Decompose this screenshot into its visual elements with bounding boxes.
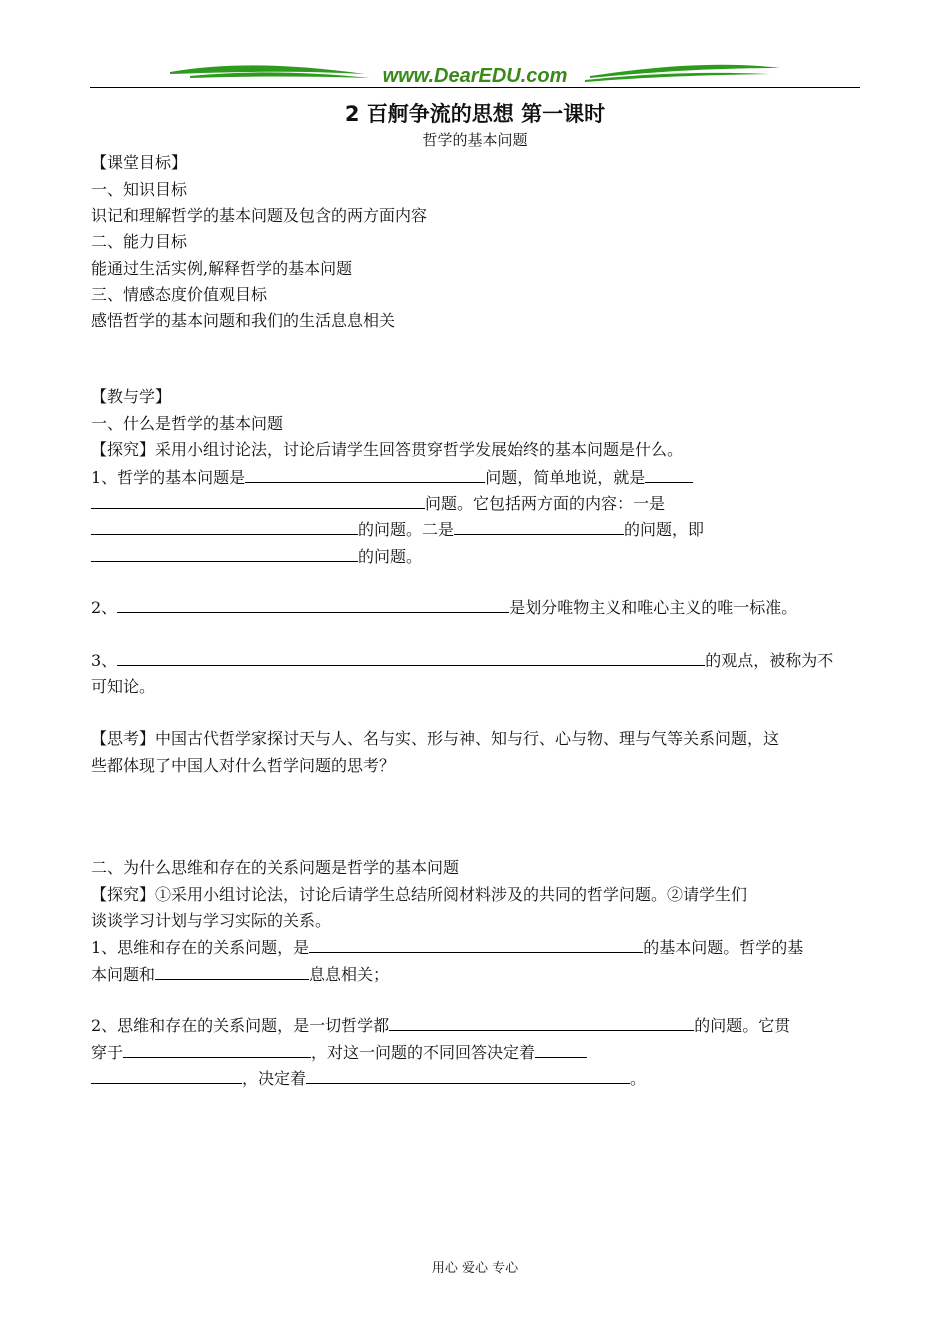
explore2-line2: 谈谈学习计划与学习实际的关系。	[91, 911, 332, 930]
p2q2-blank-3[interactable]	[535, 1041, 587, 1058]
q1-text-c: 问题。它包括两方面的内容：一是	[425, 494, 666, 513]
q1-blank-1[interactable]	[245, 466, 485, 483]
p2q1-blank-1[interactable]	[309, 936, 643, 953]
p2q2-blank-1[interactable]	[389, 1014, 694, 1031]
p2q2-blank-2[interactable]	[123, 1041, 311, 1058]
explore1: 【探究】采用小组讨论法，讨论后请学生回答贯穿哲学发展始终的基本问题是什么。	[91, 440, 684, 459]
emotion-heading: 三、情感态度价值观目标	[91, 285, 268, 304]
teach-heading: 【教与学】	[91, 387, 172, 406]
question1-line1	[91, 466, 693, 489]
q2-blank[interactable]	[117, 596, 509, 613]
q3-blank[interactable]	[117, 649, 705, 666]
p2q1-text-c: 本问题和	[91, 965, 156, 984]
think-line1: 【思考】中国古代哲学家探讨天与人、名与实、形与神、知与行、心与物、理与气等关系问题，这	[91, 729, 780, 748]
q1-blank-3[interactable]	[91, 492, 425, 509]
page-subtitle: 哲学的基本问题	[422, 131, 528, 149]
p2q2-text-f: 。	[630, 1069, 647, 1088]
question1-line4	[91, 545, 422, 568]
p2q2-blank-5[interactable]	[306, 1067, 630, 1084]
page-title: 2 百舸争流的思想 第一课时	[344, 102, 606, 126]
q1-text-f: 的问题。	[358, 547, 423, 566]
question1-line2	[91, 492, 665, 515]
part2-heading: 二、为什么思维和存在的关系问题是哲学的基本问题	[91, 858, 460, 877]
logo-swoosh-left-lower	[190, 72, 370, 78]
question3-line1	[91, 649, 833, 672]
q1-blank-2[interactable]	[645, 466, 693, 483]
p2q2-text-e: ，决定着	[242, 1069, 307, 1088]
emotion-text: 感悟哲学的基本问题和我们的生活息息相关	[91, 311, 396, 330]
ability-text: 能通过生活实例,解释哲学的基本问题	[91, 259, 353, 278]
p2-question2-line1	[91, 1014, 790, 1037]
p2q2-blank-4[interactable]	[91, 1067, 242, 1084]
explore2-line1: 【探究】①采用小组讨论法，讨论后请学生总结所阅材料涉及的共同的哲学问题。②请学生们	[91, 885, 748, 904]
q1-blank-4[interactable]	[91, 518, 358, 535]
think-line2: 些都体现了中国人对什么哲学问题的思考？	[91, 756, 396, 775]
p2q1-text-b: 的基本问题。哲学的基	[643, 938, 804, 957]
ability-heading: 二、能力目标	[91, 232, 188, 251]
q3-text-b: 的观点，被称为不	[705, 651, 834, 670]
p2-question2-line3	[91, 1067, 646, 1090]
q2-text-a: 2、	[91, 598, 118, 617]
dearedu-logo	[170, 60, 780, 88]
header-rule	[90, 87, 860, 88]
p2q2-text-d: ，对这一问题的不同回答决定着	[311, 1043, 536, 1062]
goals-heading: 【课堂目标】	[91, 153, 188, 172]
q1-blank-5[interactable]	[454, 518, 624, 535]
p2-question2-line2	[91, 1041, 587, 1064]
page-footer: 用心 爱心 专心	[431, 1261, 519, 1276]
q2-text-b: 是划分唯物主义和唯心主义的唯一标准。	[509, 598, 798, 617]
p2q1-text-a: 1、思维和存在的关系问题，是	[91, 938, 310, 957]
p2q1-blank-2[interactable]	[155, 963, 309, 980]
question3-line2: 可知论。	[91, 677, 156, 696]
q1-text-d: 的问题。二是	[358, 520, 455, 539]
knowledge-heading: 一、知识目标	[91, 180, 188, 199]
q3-text-a: 3、	[91, 651, 118, 670]
q1-text-a: 1、哲学的基本问题是	[91, 468, 246, 487]
question2	[91, 596, 797, 619]
q1-text-b: 问题，简单地说，就是	[485, 468, 646, 487]
p2q2-text-c: 穿于	[91, 1043, 124, 1062]
q1-text-e: 的问题，即	[624, 520, 705, 539]
q1-blank-6[interactable]	[91, 545, 358, 562]
p2q2-text-b: 的问题。它贯	[694, 1016, 791, 1035]
knowledge-text: 识记和理解哲学的基本问题及包含的两方面内容	[91, 206, 428, 225]
p2-question1-line2	[91, 963, 389, 986]
logo-text: www.DearEDU.com	[382, 65, 568, 87]
p2q2-text-a: 2、思维和存在的关系问题，是一切哲学都	[91, 1016, 390, 1035]
p2-question1-line1	[91, 936, 803, 959]
part1-heading: 一、什么是哲学的基本问题	[91, 414, 284, 433]
question1-line3	[91, 518, 704, 541]
p2q1-text-d: 息息相关；	[309, 965, 390, 984]
